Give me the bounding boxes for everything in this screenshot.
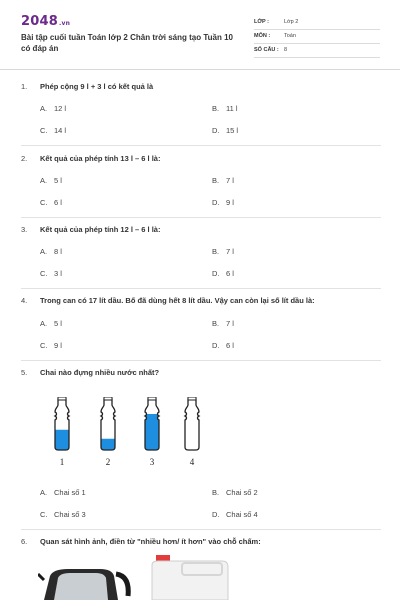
question-text: Quan sát hình ảnh, điền từ "nhiều hơn/ ít hơn" vào chỗ chấm: [40,537,261,546]
option-3b[interactable]: B. 7 l [212,247,234,256]
question-text: Kết quả của phép tính 13 l – 6 l là: [40,154,161,163]
bottle-4-icon [180,397,204,452]
option-4d[interactable]: D. 6 l [212,341,234,350]
option-4c[interactable]: C. 9 l [40,341,62,350]
divider [21,360,381,361]
meta-class [254,16,380,30]
meta-value: Lớp 2 [284,19,299,25]
bottle-2-icon [96,397,120,452]
question-number: 4. [21,296,28,305]
meta-value: 8 [284,47,288,53]
worksheet-header [0,0,400,70]
question-number: 1. [21,82,28,91]
option-2d[interactable]: D. 9 l [212,198,234,207]
option-5a[interactable]: A. Chai số 1 [40,488,86,497]
question-text: Phép cộng 9 l + 3 l có kết quả là [40,82,154,91]
question-number: 5. [21,368,28,377]
bottle-empty [180,397,204,450]
question-text: Chai nào đựng nhiều nước nhất? [40,368,160,377]
site-logo[interactable] [21,14,70,29]
question-text: Trong can có 17 lít dầu. Bố đã dùng hết 8 lít dầu. Vậy can còn lại số lít dầu là: [40,296,315,305]
option-3d[interactable]: D. 6 l [212,269,234,278]
logo-suffix: .vn [58,20,71,27]
meta-label: LỚP : [254,19,269,25]
meta-label: SỐ CÂU : [254,47,279,53]
divider [21,288,381,289]
bottle-empty [96,397,120,439]
bottle-1-icon [50,397,74,452]
option-1d[interactable]: D. 15 l [212,126,239,135]
water-jug-icon [150,555,230,600]
divider [21,217,381,218]
option-4a[interactable]: A. 5 l [40,319,62,328]
bottle-label: 4 [189,457,195,467]
logo-main: 2048 [21,14,58,29]
bottle-label: 3 [149,457,155,467]
option-4b[interactable]: B. 7 l [212,319,234,328]
meta-question-count [254,44,380,58]
meta-label: MÔN : [254,33,271,39]
bottle-label: 1 [59,457,65,467]
option-2b[interactable]: B. 7 l [212,176,234,185]
question-number: 2. [21,154,28,163]
kettle-icon [38,566,133,600]
meta-value: Toán [284,33,296,39]
option-5c[interactable]: C. Chai số 3 [40,510,86,519]
option-1c[interactable]: C. 14 l [40,126,67,135]
option-2a[interactable]: A. 5 l [40,176,62,185]
question-number: 3. [21,225,28,234]
meta-subject [254,30,380,44]
divider [21,145,381,146]
bottle-empty [50,397,74,430]
bottle-illustration [38,397,218,472]
option-5b[interactable]: B. Chai số 2 [212,488,258,497]
option-1a[interactable]: A. 12 l [40,104,67,113]
option-2c[interactable]: C. 6 l [40,198,62,207]
bottle-label: 2 [105,457,111,467]
option-5d[interactable]: D. Chai số 4 [212,510,258,519]
worksheet-title: Bài tập cuối tuần Toán lớp 2 Chân trời sáng tạo Tuần 10 có đáp án [21,33,233,53]
bottle-3-icon [140,397,164,452]
option-3a[interactable]: A. 8 l [40,247,62,256]
option-3c[interactable]: C. 3 l [40,269,62,278]
divider [21,529,381,530]
question-text: Kết quả của phép tính 12 l – 6 l là: [40,225,161,234]
question-number: 6. [21,537,28,546]
option-1b[interactable]: B. 11 l [212,104,238,113]
